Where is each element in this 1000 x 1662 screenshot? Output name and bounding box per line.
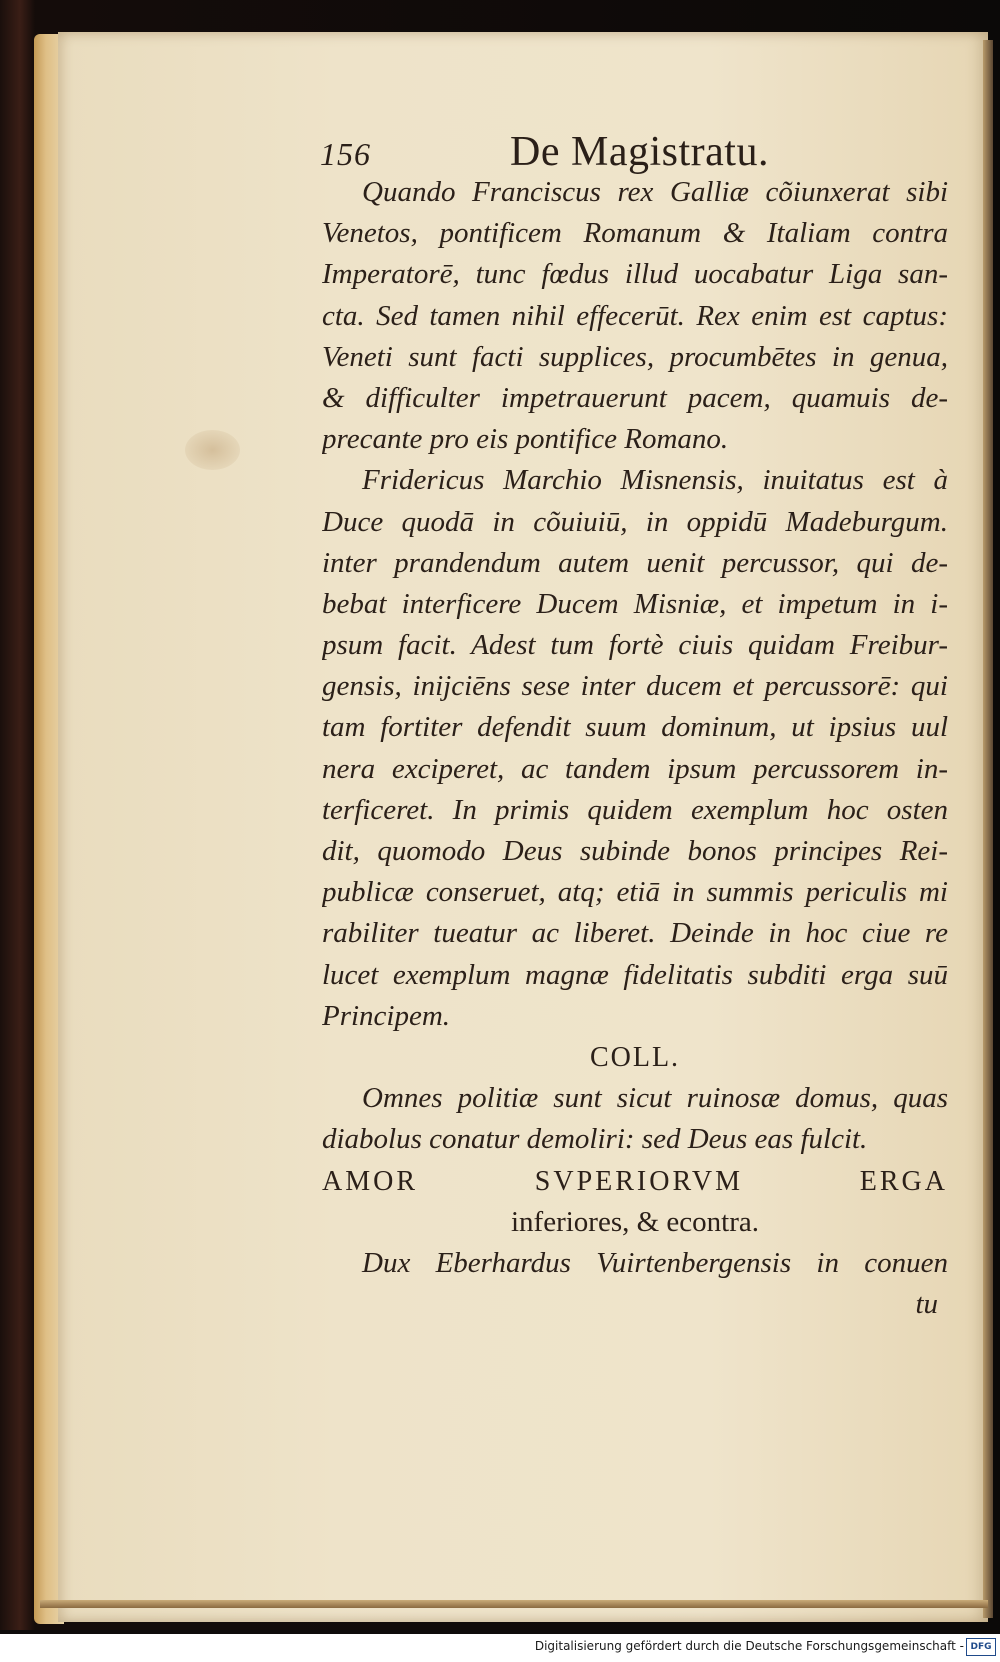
text-line: rabiliter tueatur ac liberet. Deinde in hoc ciue re	[322, 917, 948, 950]
page-bottom-edge	[40, 1600, 988, 1608]
text-line: diabolus conatur demoliri: sed Deus eas fulcit.	[322, 1123, 868, 1156]
footer-credit: Digitalisierung gefördert durch die Deutsche Forschungsgemeinschaft -	[534, 1639, 964, 1653]
dfg-logo: DFG	[966, 1638, 996, 1656]
footer-bar	[0, 1634, 1000, 1662]
catchword: tu	[915, 1288, 938, 1321]
text-line: Veneti sunt facti supplices, procumbētes in genua,	[322, 340, 948, 373]
text-line: publicæ conseruet, atq; etiā in summis periculis mi	[322, 876, 948, 909]
text-line: terficeret. In primis quidem exemplum hoc osten	[322, 793, 948, 826]
text-line: Quando Franciscus rex Galliæ cõiunxerat sibi	[362, 176, 948, 208]
text-line: lucet exemplum magnæ fidelitatis subditi erga suū	[322, 958, 948, 991]
running-head: De Magistratu.	[510, 129, 769, 175]
page-number: 156	[320, 136, 371, 172]
section-subheading: inferiores, & econtra.	[510, 1205, 759, 1238]
text-line: Principem.	[322, 999, 451, 1032]
text-line: bebat interficere Ducem Misniæ, et impetum in i-	[322, 587, 948, 620]
text-line: gensis, inijciēns sese inter ducem et percussorē: qui	[322, 670, 948, 703]
text-line: Dux Eberhardus Vuirtenbergensis in conuen	[362, 1246, 948, 1279]
text-line: & difficulter impetrauerunt pacem, quamuis de-	[322, 381, 948, 414]
text-line: cta. Sed tamen nihil effecerūt. Rex enim est captus:	[322, 299, 948, 332]
page-text	[322, 172, 948, 1325]
text-line: psum facit. Adest tum fortè ciuis quidam Freibur-	[322, 629, 948, 662]
text-line: precante pro eis pontifice Romano.	[322, 423, 729, 456]
text-line: Duce quodā in cõuiuiū, in oppidū Madeburgum.	[322, 505, 948, 538]
text-line: dit, quomodo Deus subinde bonos principes Rei-	[322, 835, 948, 867]
text-line: Omnes politiæ sunt sicut ruinosæ domus, quas	[362, 1082, 948, 1115]
section-heading: AMOR SVPERIORVM ERGA	[322, 1165, 948, 1197]
text-line: Fridericus Marchio Misnensis, inuitatus est à	[362, 464, 948, 497]
text-line: Imperatorē, tunc fœdus illud uocabatur Liga san-	[322, 258, 948, 291]
text-line: nera exciperet, ac tandem ipsum percussorem in-	[322, 752, 948, 785]
page-edge-right	[983, 40, 993, 1618]
text-line: tam fortiter defendit suum dominum, ut ipsius uul	[322, 711, 948, 744]
text-line: Venetos, pontificem Romanum & Italiam contra	[322, 217, 948, 250]
text-line: inter prandendum autem uenit percussor, qui de-	[322, 546, 948, 579]
coll-heading: COLL.	[589, 1041, 681, 1073]
paper-stain	[185, 430, 240, 470]
